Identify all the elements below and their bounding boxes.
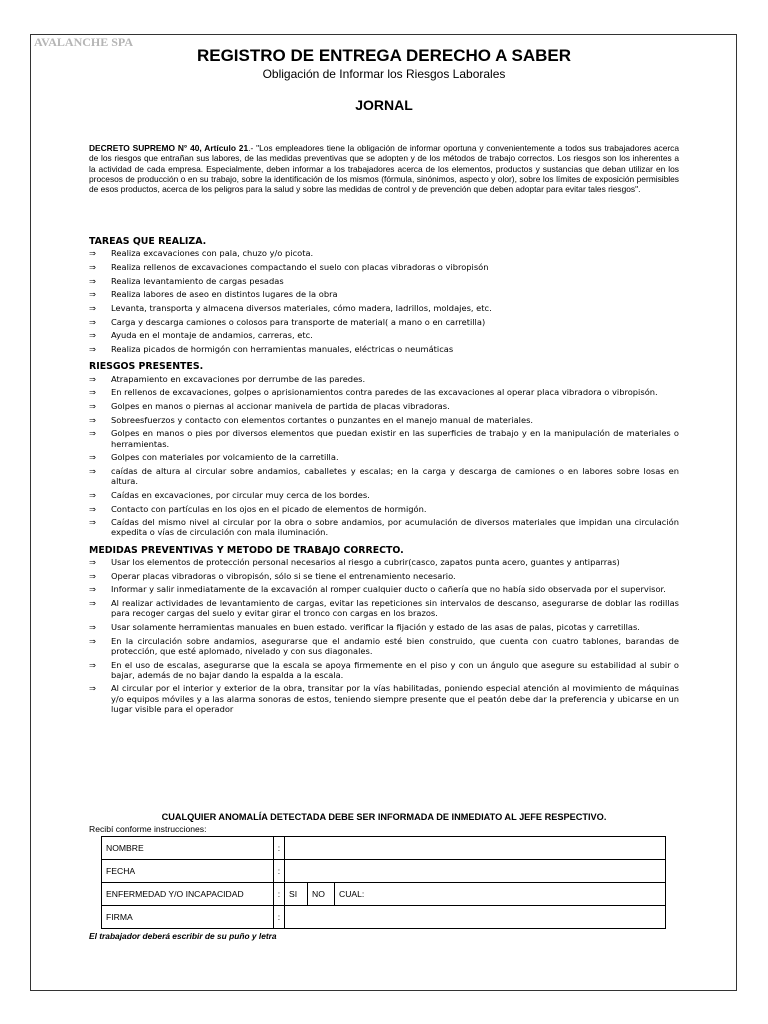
arrow-bullet-icon: ⇒ [89, 489, 96, 500]
measures-item-text: Al circular por el interior y exterior de la obra, transitar por la vías habilitadas, poniendo especial atención al movimiento de máquinas y/o equipos móviles y a las alarma sonoras de estos, teniendo siempre presente que el peatón debe dar la preferencia y ubicarse en un lugar visible para el operador [111, 683, 679, 714]
measures-list-item [89, 584, 679, 594]
risks-item-text: Golpes en manos o piernas al accionar manivela de partida de placas vibradoras. [111, 400, 450, 411]
risks-list-item [89, 504, 679, 514]
tasks-item-text: Realiza rellenos de excavaciones compactando el suelo con placas vibradoras o vibropisón [111, 261, 489, 272]
arrow-bullet-icon: ⇒ [89, 556, 96, 567]
risks-list-item [89, 490, 679, 500]
footnote: El trabajador deberá escribir de su puño y letra [89, 931, 277, 941]
content-sections [89, 237, 679, 718]
form-row-signature [102, 906, 666, 929]
form-row-name [102, 837, 666, 860]
form-row-illness [102, 883, 666, 906]
illness-label: ENFERMEDAD Y/O INCAPACIDAD [102, 883, 274, 906]
arrow-bullet-icon: ⇒ [89, 400, 96, 411]
arrow-bullet-icon: ⇒ [89, 248, 96, 259]
risks-item-text: Contacto con partículas en los ojos en el picado de elementos de hormigón. [111, 503, 427, 514]
colon: : [274, 906, 285, 929]
date-field[interactable] [285, 860, 666, 883]
measures-item-text: Al realizar actividades de levantamiento de cargas, evitar las repeticiones sin intervalos de descanso, asegurarse de doblar las rodillas para recoger cargas del suelo y evitar girar el tronco con cargas en los brazos. [111, 597, 679, 619]
arrow-bullet-icon: ⇒ [89, 570, 96, 581]
name-label: NOMBRE [102, 837, 274, 860]
illness-yes-option[interactable]: SI [285, 883, 308, 906]
signature-form [101, 836, 666, 929]
measures-item-text: En el uso de escalas, asegurarse que la escala se apoya firmemente en el piso y con un ángulo que asegure su estabilidad al subir o bajar, además de no bajar dando la espalda a la escala. [111, 659, 679, 680]
company-watermark: AVALANCHE SPA [34, 35, 134, 49]
arrow-bullet-icon: ⇒ [89, 452, 96, 463]
tasks-list-item [89, 317, 679, 327]
colon: : [274, 837, 285, 860]
illness-no-option[interactable]: NO [308, 883, 335, 906]
measures-list-item [89, 622, 679, 632]
colon: : [274, 860, 285, 883]
measures-list-item [89, 636, 679, 656]
measures-item-text: Usar los elementos de protección personal necesarios al riesgo a cubrir(casco, zapatos punta acero, guantes y antiparras) [111, 556, 620, 567]
date-label: FECHA [102, 860, 274, 883]
tasks-list-item [89, 344, 679, 354]
tasks-item-text: Ayuda en el montaje de andamios, carreras, etc. [111, 330, 313, 341]
risks-item-text: En rellenos de excavaciones, golpes o aprisionamientos contra paredes de las excavaciones al operar placa vibradora o vibropisón. [111, 387, 658, 398]
risks-list-item [89, 466, 679, 486]
risks-list-item [89, 452, 679, 462]
risks-list-item [89, 415, 679, 425]
tasks-item-text: Levanta, transporta y almacena diversos materiales, cómo madera, ladrillos, moldajes, etc. [111, 303, 492, 314]
name-field[interactable] [285, 837, 666, 860]
tasks-item-text: Realiza picados de hormigón con herramientas manuales, eléctricas o neumáticas [111, 344, 454, 355]
colon: : [274, 883, 285, 906]
received-label: Recibí conforme instrucciones: [89, 824, 207, 834]
measures-list-item [89, 660, 679, 680]
risks-item-text: Caídas en excavaciones, por circular muy cerca de los bordes. [111, 489, 370, 500]
tasks-item-text: Realiza excavaciones con pala, chuzo y/o picota. [111, 248, 314, 259]
arrow-bullet-icon: ⇒ [89, 621, 96, 632]
arrow-bullet-icon: ⇒ [89, 303, 96, 314]
risks-heading: RIESGOS PRESENTES. [89, 361, 204, 373]
arrow-bullet-icon: ⇒ [89, 387, 96, 398]
arrow-bullet-icon: ⇒ [89, 503, 96, 514]
tasks-item-text: Realiza levantamiento de cargas pesadas [111, 275, 284, 286]
measures-list-item [89, 683, 679, 714]
arrow-bullet-icon: ⇒ [89, 289, 96, 300]
risks-list-item [89, 374, 679, 384]
measures-list-item [89, 598, 679, 618]
measures-list-item [89, 557, 679, 567]
tasks-list-item [89, 289, 679, 299]
illness-which-field[interactable]: CUAL: [335, 883, 666, 906]
signature-label: FIRMA [102, 906, 274, 929]
measures-heading: MEDIDAS PREVENTIVAS Y METODO DE TRABAJO CORRECTO. [89, 544, 404, 556]
tasks-list-item [89, 276, 679, 286]
arrow-bullet-icon: ⇒ [89, 330, 96, 341]
measures-item-text: En la circulación sobre andamios, asegurarse que el andamio esté bien construido, que cuenta con cuatro tablones, barandas de protección, que esté aplomado, nivelado y con sus diagonales. [111, 635, 679, 656]
document-subtitle: Obligación de Informar los Riesgos Laborales [262, 67, 506, 81]
tasks-list-item [89, 303, 679, 313]
arrow-bullet-icon: ⇒ [89, 683, 96, 694]
tasks-item-text: Realiza labores de aseo en distintos lugares de la obra [111, 289, 338, 300]
tasks-list [89, 248, 679, 354]
arrow-bullet-icon: ⇒ [89, 659, 96, 670]
risks-item-text: Golpes con materiales por volcamiento de la carretilla. [111, 452, 339, 463]
tasks-heading: TAREAS QUE REALIZA. [89, 236, 207, 247]
risks-item-text: caídas de altura al circular sobre andamios, caballetes y escalas; en la carga y descarga de camiones o en labores sobre losas en altura. [111, 465, 679, 487]
arrow-bullet-icon: ⇒ [89, 517, 96, 528]
decree-paragraph [89, 143, 679, 194]
risks-list-item [89, 428, 679, 448]
form-row-date [102, 860, 666, 883]
measures-item-text: Informar y salir inmediatamente de la excavación al romper cualquier ducto o cañería que no había sido observada por el supervisor. [111, 584, 666, 595]
measures-list [89, 557, 679, 714]
risks-item-text: Sobreesfuerzos y contacto con elementos cortantes o punzantes en el manejo manual de materiales. [111, 414, 534, 425]
arrow-bullet-icon: ⇒ [89, 344, 96, 355]
measures-item-text: Usar solamente herramientas manuales en buen estado. verificar la fijación y estado de las asas de palas, picotas y carretillas. [111, 621, 640, 632]
risks-item-text: Atrapamiento en excavaciones por derrumbe de las paredes. [111, 373, 366, 384]
measures-item-text: Operar placas vibradoras o vibropisón, sólo si se tiene el entrenamiento necesario. [111, 570, 456, 581]
arrow-bullet-icon: ⇒ [89, 465, 96, 476]
measures-list-item [89, 571, 679, 581]
arrow-bullet-icon: ⇒ [89, 261, 96, 272]
risks-list-item [89, 401, 679, 411]
arrow-bullet-icon: ⇒ [89, 414, 96, 425]
anomaly-notice: CUALQUIER ANOMALÍA DETECTADA DEBE SER INFORMADA DE INMEDIATO AL JEFE RESPECTIVO. [161, 812, 607, 822]
risks-list-item [89, 517, 679, 537]
risks-list-item [89, 387, 679, 397]
job-role-heading: JORNAL [355, 97, 413, 113]
arrow-bullet-icon: ⇒ [89, 275, 96, 286]
tasks-list-item [89, 248, 679, 258]
document-title: REGISTRO DE ENTREGA DERECHO A SABER [196, 46, 572, 65]
arrow-bullet-icon: ⇒ [89, 635, 96, 646]
signature-field[interactable] [285, 906, 666, 929]
arrow-bullet-icon: ⇒ [89, 584, 96, 595]
arrow-bullet-icon: ⇒ [89, 373, 96, 384]
risks-item-text: Caídas del mismo nivel al circular por la obra o sobre andamios, por acumulación de diversos materiales que impidan una circulación expedita o vías de circulación con mala iluminación. [111, 517, 679, 538]
arrow-bullet-icon: ⇒ [89, 316, 96, 327]
tasks-list-item [89, 330, 679, 340]
tasks-list-item [89, 262, 679, 272]
arrow-bullet-icon: ⇒ [89, 597, 96, 608]
risks-list [89, 374, 679, 538]
decree-text: .- "Los empleadores tiene la obligación de informar oportuna y convenientemente a todos sus trabajadores acerca de los riesgos que entrañan sus labores, de las medidas preventivas que se adopten y de los métodos de trabajo correctos. Los riesgos son los inherentes a la actividad de cada empresa. Especialmente, deben informar a los trabajadores acerca de los elementos, productos y sustancias que deban utilizar en los procesos de producción o en su trabajo, sobre la identificación de los mismos (fórmula, sinónimos, aspecto y olor), sobre los límites de exposición permisibles de esos productos, acerca de los peligros para la salud y sobre las medidas de control y de prevención que deben adoptar para evitar tales riesgos". [89, 143, 679, 195]
arrow-bullet-icon: ⇒ [89, 428, 96, 439]
risks-item-text: Golpes en manos o pies por diversos elementos que puedan existir en las superficies de trabajo y en la manipulación de materiales o herramientas. [111, 428, 679, 449]
tasks-item-text: Carga y descarga camiones o colosos para transporte de material( a mano o en carretilla) [111, 316, 486, 327]
decree-label: DECRETO SUPREMO N° 40, Artículo 21 [89, 143, 249, 153]
